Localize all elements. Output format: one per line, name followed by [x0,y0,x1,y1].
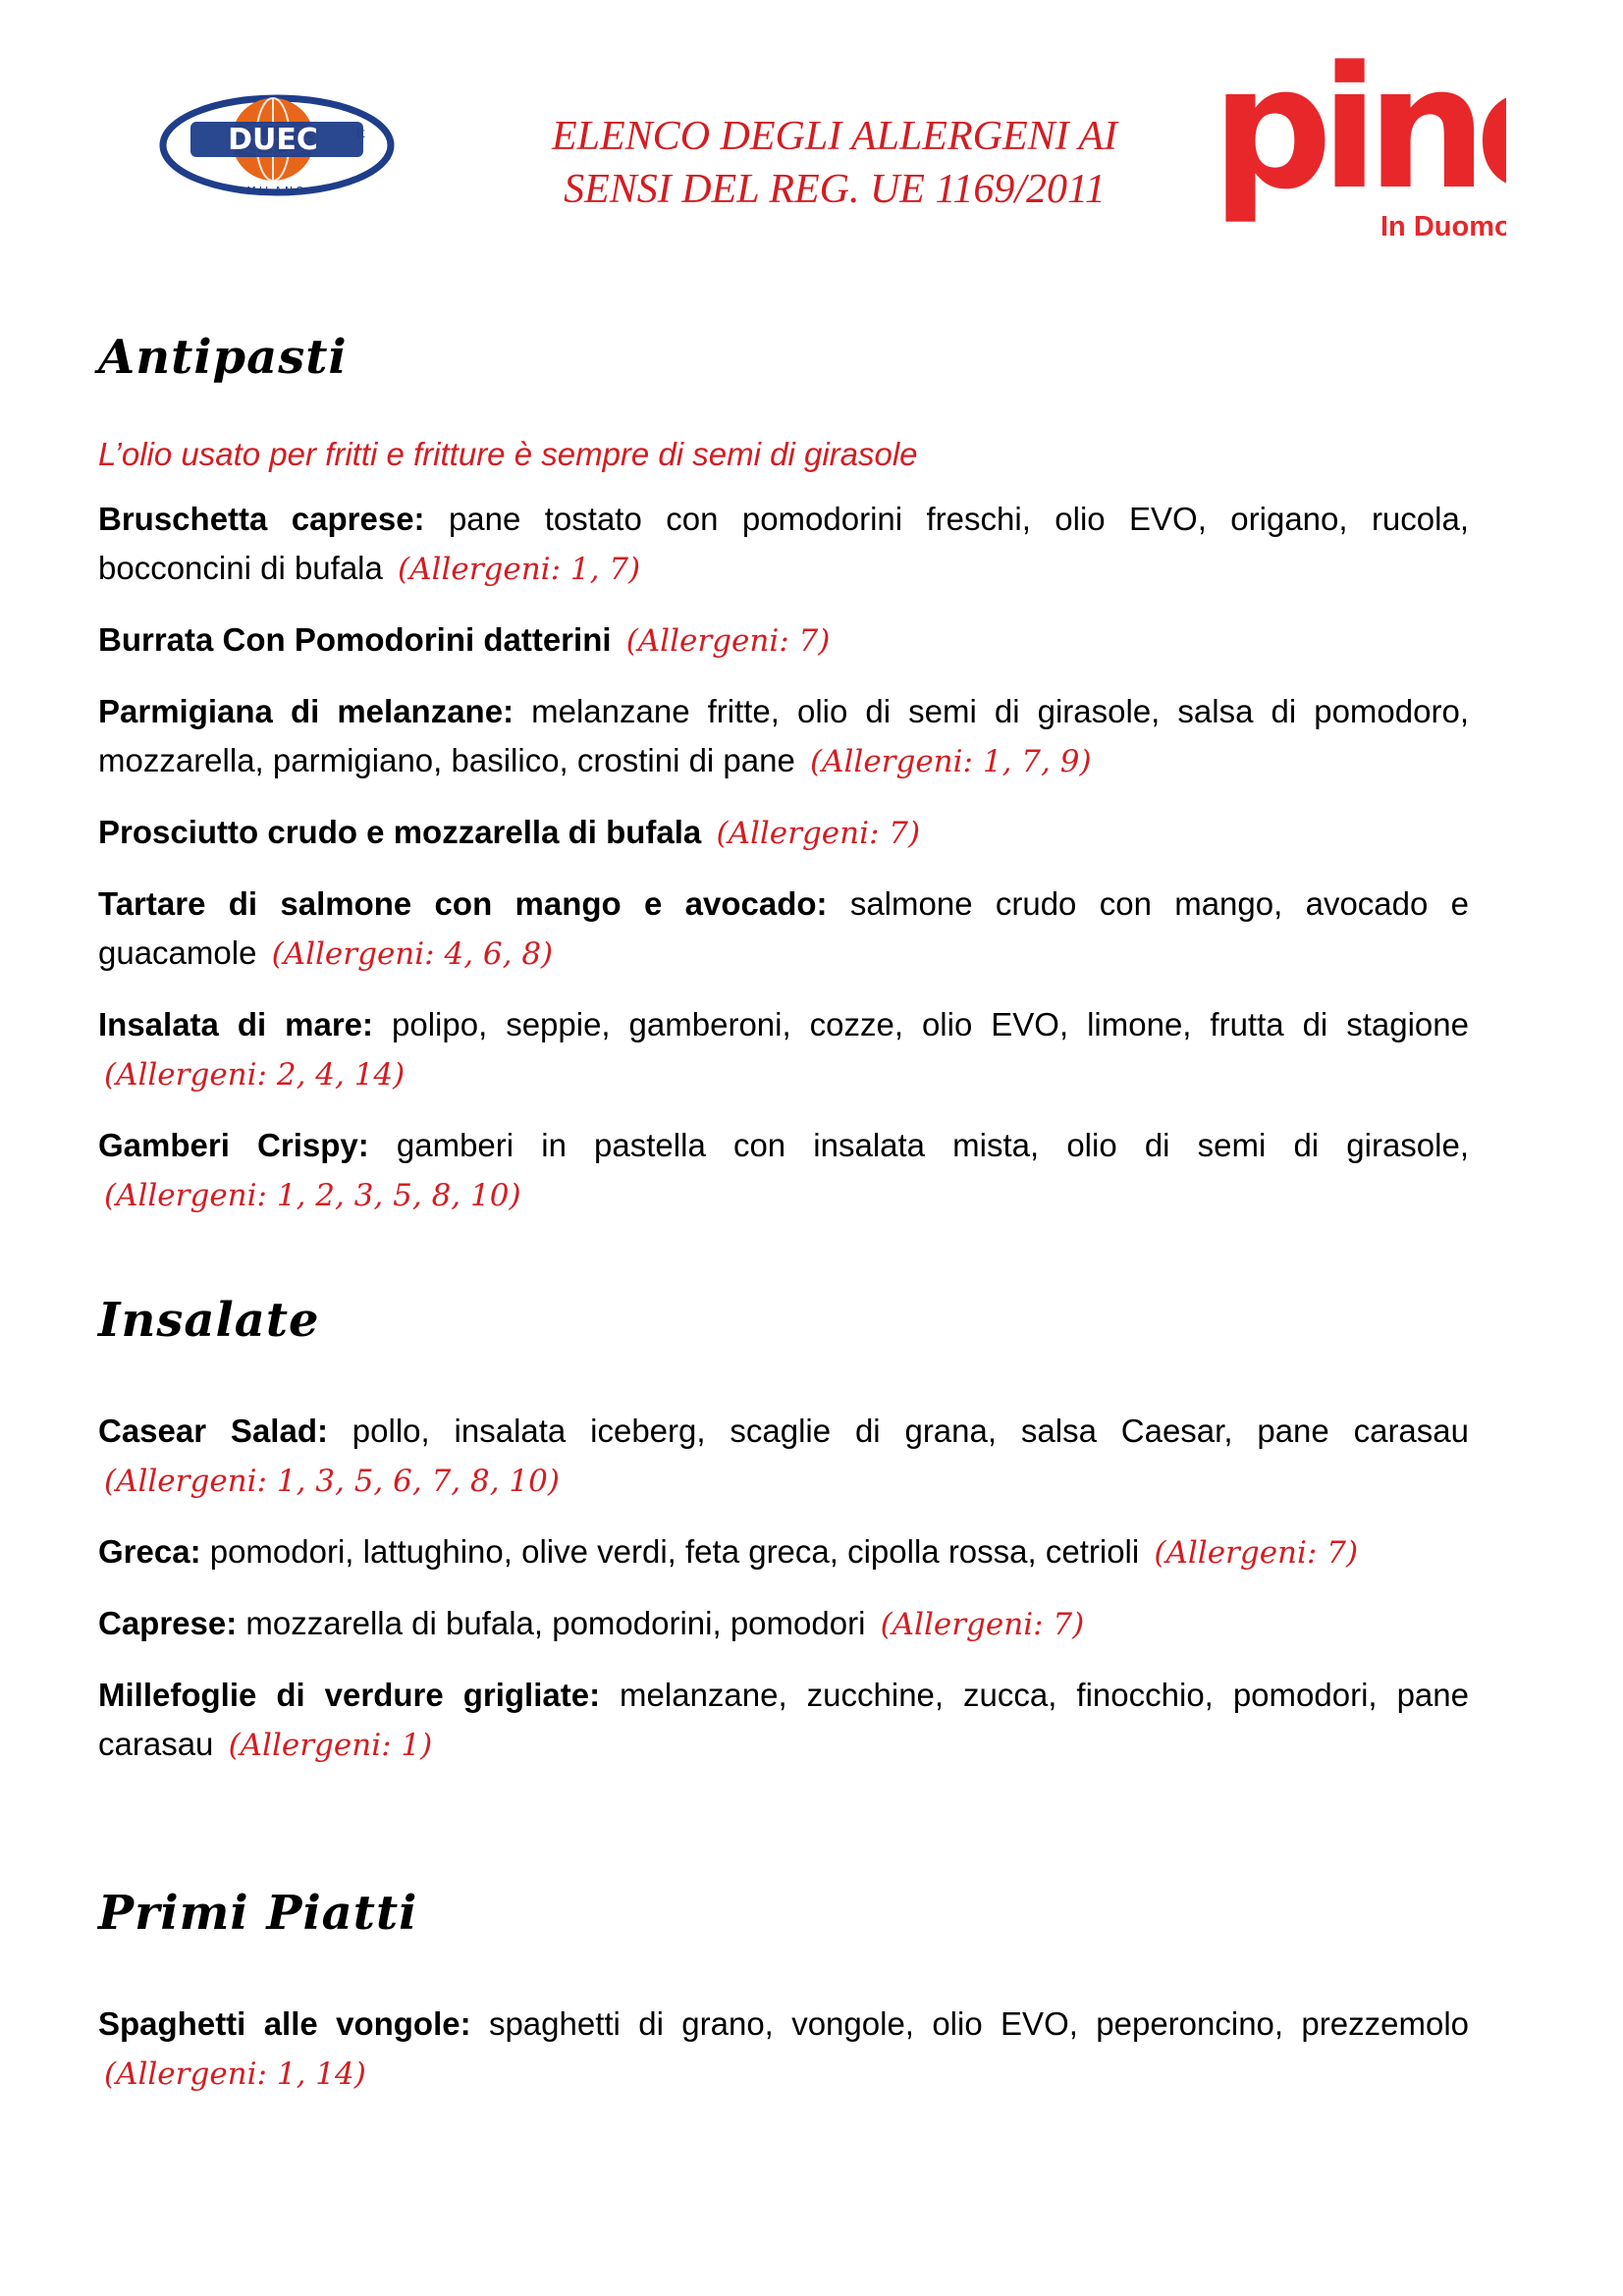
dish-allergens: (Allergeni: 1, 14) [104,2056,366,2092]
dish-name: Caprese: [98,1605,238,1641]
dish-name: Insalata di mare: [98,1006,374,1042]
dish-name: Spaghetti alle vongole: [98,2005,471,2042]
dish-name: Casear Salad: [98,1413,328,1449]
pino-logo-sub: In Duomo [1380,211,1506,242]
dish-name: Tartare di salmone con mango e avocado: [98,885,828,922]
dish-millefoglie [98,1671,1469,1770]
section-title-insalate: Insalate [98,1293,320,1348]
pino-logo-text: pin [1212,37,1476,227]
dish-description: pomodori, lattughino, olive verdi, feta greca, cipolla rossa, cetrioli [200,1533,1140,1570]
dish-name: Gamberi Crispy: [98,1127,369,1163]
pino-logo [1212,37,1506,243]
dish-description: polipo, seppie, gamberoni, cozze, olio EVO, limone, frutta di stagione [373,1006,1469,1042]
duec-logo [157,86,397,206]
menu-content [98,312,1469,2120]
dish-name: Bruschetta caprese: [98,501,425,537]
page-title [452,110,1217,216]
page-title-line-1: ELENCO DEGLI ALLERGENI AI [552,114,1117,159]
dish-caesar-salad [98,1407,1469,1506]
dish-greca [98,1527,1469,1577]
dish-name: Parmigiana di melanzane: [98,693,514,729]
dish-name: Greca: [98,1533,201,1570]
dish-name: Millefoglie di verdure grigliate: [98,1677,601,1713]
dish-insalata-di-mare [98,1000,1469,1099]
dish-name: Burrata Con Pomodorini datterini [98,621,612,658]
dish-allergens: (Allergeni: 1, 3, 5, 6, 7, 8, 10) [104,1464,560,1499]
dish-description: spaghetti di grano, vongole, olio EVO, peperoncino, prezzemolo [470,2005,1469,2042]
dish-name: Prosciutto crudo e mozzarella di bufala [98,814,702,850]
dish-burrata [98,615,1469,666]
dish-tartare-salmone [98,880,1469,979]
duec-logo-suffix: it [356,127,365,141]
dish-allergens: (Allergeni: 7) [716,816,921,851]
dish-description: salmone crudo con mango, avocado e guacamole [98,885,1470,971]
dish-gamberi-crispy [98,1121,1469,1220]
dish-description: pollo, insalata iceberg, scaglie di grana, salsa Caesar, pane carasau [327,1413,1469,1449]
dish-description: gamberi in pastella con insalata mista, olio di semi di girasole, [368,1127,1470,1163]
dish-allergens: (Allergeni: 1, 7) [398,552,641,587]
duec-logo-text: DUEC [228,123,318,157]
dish-prosciutto-mozzarella [98,808,1469,858]
dish-caprese [98,1599,1469,1649]
dish-bruschetta-caprese [98,495,1469,594]
dish-allergens: (Allergeni: 1) [228,1728,433,1763]
dish-parmigiana [98,687,1469,786]
dish-description: mozzarella di bufala, pomodorini, pomodori [237,1605,866,1641]
oil-note: L’olio usato per fritti e fritture è sempre di semi di girasole [98,436,918,472]
dish-allergens: (Allergeni: 4, 6, 8) [271,936,554,972]
dish-allergens: (Allergeni: 2, 4, 14) [104,1057,406,1093]
section-title-antipasti: Antipasti [98,330,348,385]
page-title-line-2: SENSI DEL REG. UE 1169/2011 [564,167,1106,212]
dish-description: melanzane, zucchine, zucca, finocchio, pomodori, pane carasau [98,1677,1469,1762]
dish-allergens: (Allergeni: 1, 2, 3, 5, 8, 10) [104,1178,521,1213]
dish-allergens: (Allergeni: 7) [1154,1535,1359,1571]
dish-allergens: (Allergeni: 1, 7, 9) [810,744,1092,779]
dish-spaghetti-vongole [98,2000,1469,2099]
section-title-primi-piatti: Primi Piatti [98,1886,418,1941]
duec-logo-city: MILANO [246,185,307,197]
dish-description: melanzane fritte, olio di semi di girasole, salsa di pomodoro, mozzarella, parmigiano, basilico, crostini di pane [98,693,1469,778]
dish-allergens: (Allergeni: 7) [880,1607,1085,1642]
dish-allergens: (Allergeni: 7) [625,623,831,659]
dish-description: pane tostato con pomodorini freschi, olio EVO, origano, rucola, bocconcini di bufala [98,501,1469,586]
